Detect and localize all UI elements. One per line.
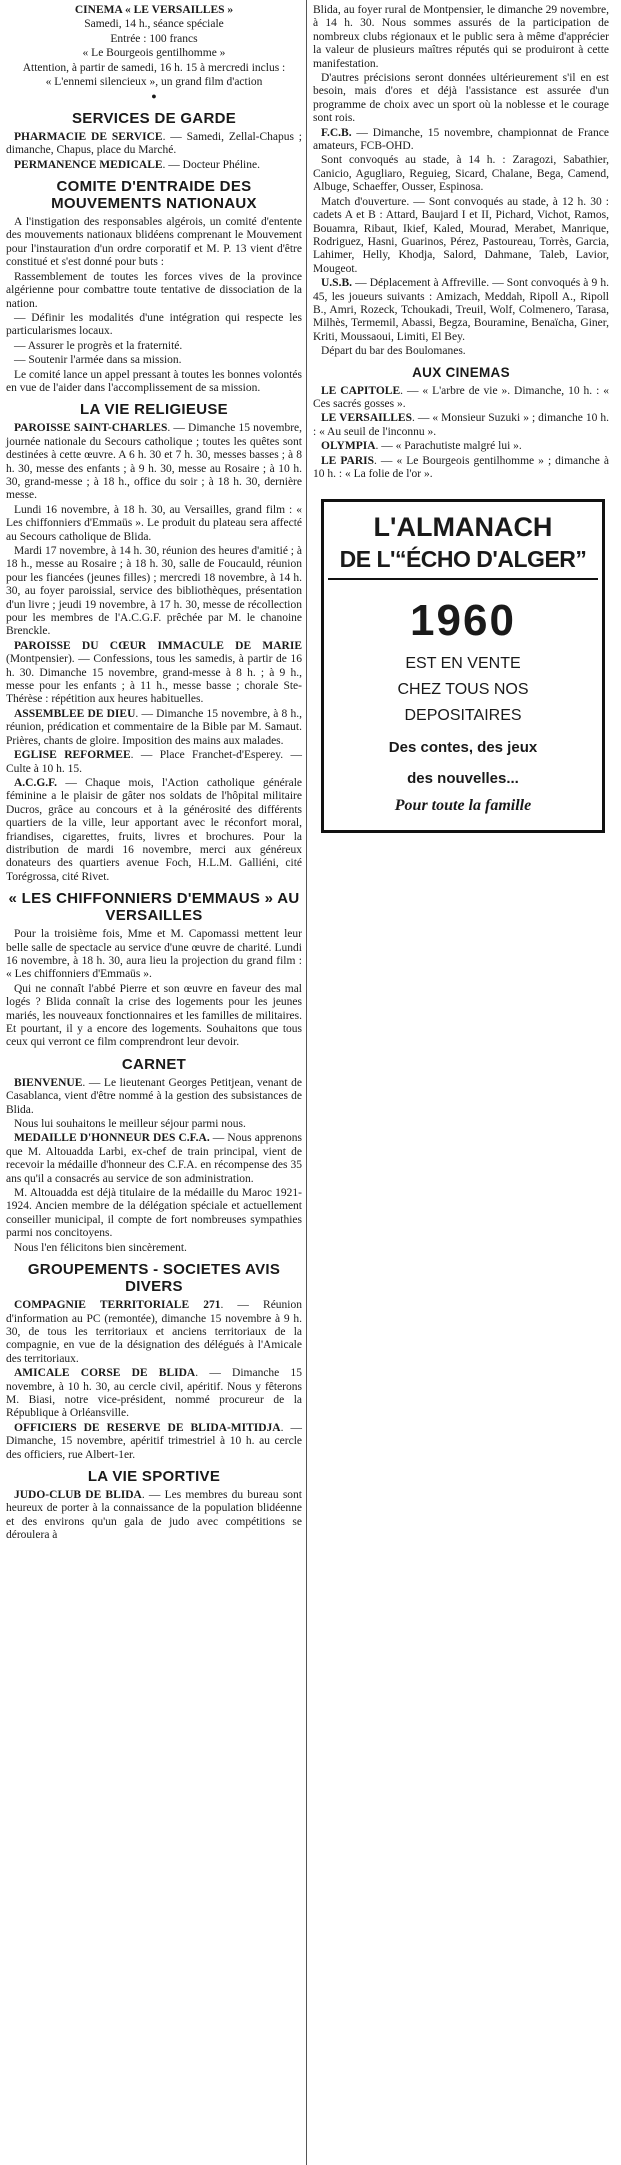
article-paragraph: Sont convoqués au stade, à 14 h. : Zaragozi, Sabathier, Canicio, Agugliaro, Reguieg, Sicard, Chalane, Bega, Camend, Albuge, Schaeffer, Ousser, Espinosa. (313, 154, 609, 194)
article-paragraph: Départ du bar des Boulomanes. (321, 345, 466, 358)
ad-slogan: Pour toute la famille (394, 797, 532, 815)
article-paragraph: A l'instigation des responsables algérois, un comité d'entente des mouvements nationaux blidéens comprenant le Mouvement pour l'instauration d'un ordre corporatif et M. P. 13 vient d'être constitué et s'est donné pour buts : (6, 216, 302, 269)
ad-divider (328, 578, 598, 580)
article-paragraph: Pour la troisième fois, Mme et M. Capomassi mettent leur belle salle de spectacle au service d'une œuvre de charité. Lundi 16 novembre, à 18 h. 30, aura lieu la projection du grand film : « Les chiffonniers d'Emmaüs ». (6, 928, 302, 981)
ad-line-4: Des contes, des jeux (388, 739, 538, 757)
article-paragraph: Lundi 16 novembre, à 18 h. 30, au Versailles, grand film : « Les chiffonniers d'Emmaüs ». Le produit du plateau sera affecté au Secours catholique de Blida. (6, 503, 302, 543)
ad-line-1: EST EN VENTE (405, 655, 521, 673)
article-paragraph: ASSEMBLEE DE DIEU. — Dimanche 15 novembre, à 8 h., réunion, prédication et commentaire de la Bible par M. Samaut. Prières, chants de gloire. Imposition des mains aux malades. (6, 707, 302, 747)
article-paragraph: Nous l'en félicitons bien sincèrement. (14, 1241, 187, 1254)
article-paragraph: Match d'ouverture. — Sont convoqués au stade, à 12 h. 30 : cadets A et B : Attard, Baujard I et II, Pichard, Vichot, Ramos, Bouamra, Ribaut, Ikief, Kaled, Mourad, Merabet, Manrique, Rodriguez, Hasni, Guarinos, Pérez, Pastoureau, Torrès, Garcia, Lahimer, Helly, Khodja, Salord, Dahmane, Taleb, Lavior, Mougeot. (313, 195, 609, 275)
article-paragraph: Nous lui souhaitons le meilleur séjour parmi nous. (14, 1118, 246, 1131)
article-paragraph: Mardi 17 novembre, à 14 h. 30, réunion des heures d'amitié ; à 18 h., messe au Rosaire ; à 18 h. 30, salle de Foucauld, réunion pour les fiancées (jeunes filles) ; mercredi 18 novembre, à 14 h. 30, au foyer paroissial, service des bibliothèques, présentation d'un livre ; jeudi 19 novembre, à 17 h. 30, messe de récollection pour les membres de l'A.C.G.F. prêchée par M. le chanoine Brenckle. (6, 545, 302, 638)
article-paragraph: Blida, au foyer rural de Montpensier, le dimanche 29 novembre, à 14 h. 30. Nous sommes assurés de la participation de nombreux clubs régionaux et le public sera à même d'apprécier la valeur de plusieurs maîtres réputés qui se produiront à cette manifestation. (313, 4, 609, 70)
article-paragraph: U.S.B. — Déplacement à Affreville. — Sont convoqués à 9 h. 45, les joueurs suivants : Amizach, Meddah, Ripoll A., Ripoll B., Amri, Rozeck, Tchoukadi, Treuil, Wolf, Colmenero, Tarasa, Milhès, Termemil, Abassi, Begza, Bouramine, Benaïcha, Giner, Kriti, Moussaoui, Limiti, El Bey. (313, 277, 609, 343)
article-paragraph: A.C.G.F. — Chaque mois, l'Action catholique générale féminine a le plaisir de gâter nos soldats de l'hôpital militaire Ducros, grâce au concours et à la générosité des différents quartiers de la ville, leur apportant avec le réconfort moral, friandises, cigarettes, fruits, livres et brochures. Pour la distribution de mardi 16 novembre, merci aux généreux donateurs des quartiers avenue Foch, H.L.M. Galliéni, cité Torégrossa, cité Rivet. (6, 776, 302, 883)
article-paragraph: BIENVENUE. — Le lieutenant Georges Petitjean, venant de Casablanca, vient d'être nommé à la gestion des subsistances de Blida. (6, 1076, 302, 1116)
section-heading-la-vie-religieuse: LA VIE RELIGIEUSE (80, 401, 228, 419)
article-paragraph: OFFICIERS DE RESERVE DE BLIDA-MITIDJA. — Dimanche, 15 novembre, apéritif trimestriel à 10 h. au cercle des officiers, rue Albert-1er. (6, 1421, 302, 1461)
section-heading-groupements-societes-avis-divers: GROUPEMENTS - SOCIETES AVIS DIVERS (27, 1261, 281, 1296)
article-paragraph: Samedi, 14 h., séance spéciale (84, 18, 224, 31)
article-paragraph: « Le Bourgeois gentilhomme » (82, 47, 226, 60)
article-paragraph: EGLISE REFORMEE. — Place Franchet-d'Esperey. — Culte à 10 h. 15. (6, 749, 302, 775)
section-heading-carnet: CARNET (121, 1055, 187, 1073)
article-paragraph: F.C.B. — Dimanche, 15 novembre, championnat de France amateurs, FCB-OHD. (313, 126, 609, 153)
section-heading-aux-cinemas: AUX CINEMAS (412, 364, 510, 380)
ad-year: 1960 (410, 596, 516, 646)
article-paragraph: D'autres précisions seront données ultérieurement s'il en est besoin, mais d'ores et déjà l'assistance est assurée d'un programme de choix avec un sport où la noblesse et le courage sont rois. (313, 72, 609, 125)
article-paragraph: LE PARIS. — « Le Bourgeois gentilhomme » ; dimanche à 10 h. : « La folie de l'or ». (313, 454, 609, 480)
section-heading-la-vie-sportive: LA VIE SPORTIVE (87, 1467, 221, 1485)
article-paragraph: Le comité lance un appel pressant à toutes les bonnes volontés en vue de l'aider dans l'accomplissement de sa mission. (6, 368, 302, 394)
article-paragraph: CINEMA « LE VERSAILLES » (74, 4, 234, 16)
article-paragraph: PERMANENCE MEDICALE. — Docteur Phéline. (14, 158, 260, 171)
article-paragraph: LE CAPITOLE. — « L'arbre de vie ». Dimanche, 10 h. : « Ces sacrés gosses ». (313, 384, 609, 410)
article-paragraph: Attention, à partir de samedi, 16 h. 15 à mercredi inclus : (22, 61, 286, 74)
section-heading-comite-d-entraide-des-mouvements-nationa: COMITE D'ENTRAIDE DES MOUVEMENTS NATIONAUX (51, 178, 257, 213)
article-paragraph: PAROISSE DU CŒUR IMMACULE DE MARIE (Montpensier). — Confessions, tous les samedis, à partir de 16 h. 30. Dimanche 15 novembre, grand-messe à 8 h. ; à 9 h., messe pour les enfants ; à 11 h., messe basse ; chorale Ste-Thérèse : répétition aux heures habituelles. (6, 639, 302, 706)
section-heading-les-chiffonniers-d-emmaus-au-versailles: « LES CHIFFONNIERS D'EMMAUS » AU VERSAILLES (8, 890, 300, 925)
article-paragraph: M. Altouadda est déjà titulaire de la médaille du Maroc 1921-1924. Ancien membre de la délégation spéciale et actuellement conseiller municipal, il compte de fort nombreuses sympathies parmi nos concitoyens. (6, 1187, 302, 1240)
article-paragraph: — Définir les modalités d'une intégration qui respecte les particularismes locaux. (6, 311, 302, 338)
ad-title-line-2: DE L'“ÉCHO D'ALGER” (339, 546, 587, 573)
article-paragraph: PHARMACIE DE SERVICE. — Samedi, Zellal-Chapus ; dimanche, Chapus, place du Marché. (6, 130, 302, 157)
left-column (6, 4, 302, 1544)
article-paragraph: LE VERSAILLES. — « Monsieur Suzuki » ; dimanche 10 h. : « Au seuil de l'inconnu ». (313, 412, 609, 438)
ad-line-5: des nouvelles... (407, 770, 519, 788)
article-paragraph: PAROISSE SAINT-CHARLES. — Dimanche 15 novembre, journée nationale du Secours catholique ; toutes les quêtes sont destinées à cette œuvre. A 6 h. 30 et 7 h. 30, messes basses ; à 8 h. 30, messe des enfants ; à 9 h. 30, messe au Rosaire ; à 10 h. 30, grand-messe ; à 18 h., office du soir ; à 18 h. 30, dernière messe. (6, 422, 303, 502)
article-paragraph: « L'ennemi silencieux », un grand film d'action (45, 76, 263, 89)
column-divider (306, 0, 307, 2165)
ad-title-line-1: L'ALMANACH (373, 512, 553, 543)
article-paragraph: — Assurer le progrès et la fraternité. (14, 339, 183, 352)
section-heading-services-de-garde: SERVICES DE GARDE (71, 109, 237, 127)
article-paragraph: AMICALE CORSE DE BLIDA. — Dimanche 15 novembre, à 10 h. 30, au cercle civil, apéritif. Nous y fêterons M. Biasi, notre vice-président, nommé procureur de la République à Orléansville. (6, 1367, 302, 1420)
bullet-separator: ● (151, 91, 157, 102)
article-paragraph: MEDAILLE D'HONNEUR DES C.F.A. — Nous apprenons que M. Altouadda Larbi, ex-chef de train principal, vient de recevoir la médaille d'honneur des C.F.A. en récompense des 35 ans qu'il a consacrés au service de son administration. (6, 1132, 302, 1185)
article-paragraph: COMPAGNIE TERRITORIALE 271. — Réunion d'information au PC (remontée), dimanche 15 novembre à 9 h. 30, de tous les territoriaux et anciens territoriaux de la compagnie, en vue de la désignation des délégués à l'Amicale des territoriaux. (6, 1299, 302, 1365)
article-paragraph: JUDO-CLUB DE BLIDA. — Les membres du bureau sont heureux de porter à la connaissance de la population blidéenne et des environs qu'un gala de judo avec compétitions se déroulera à (6, 1488, 302, 1542)
article-paragraph: Entrée : 100 francs (110, 32, 198, 45)
article-paragraph: Rassemblement de toutes les forces vives de la province algérienne pour combattre toute tentative de dissociation de la nation. (6, 270, 302, 310)
article-paragraph: OLYMPIA. — « Parachutiste malgré lui ». (321, 440, 522, 453)
almanach-advertisement (321, 499, 605, 833)
article-paragraph: — Soutenir l'armée dans sa mission. (14, 354, 182, 367)
article-paragraph: Qui ne connaît l'abbé Pierre et son œuvre en faveur des mal logés ? Blida connaît la crise des logements pour les jeunes mariés, les nouveaux fonctionnaires et les familles de militaires. Et pourtant, il y a encore des logements. Souhaitons que tous ceux qui verront ce film comprendront leur devoir. (6, 982, 302, 1049)
right-column (313, 4, 609, 839)
ad-line-2: CHEZ TOUS NOS (397, 681, 529, 699)
ad-line-3: DEPOSITAIRES (404, 707, 522, 725)
